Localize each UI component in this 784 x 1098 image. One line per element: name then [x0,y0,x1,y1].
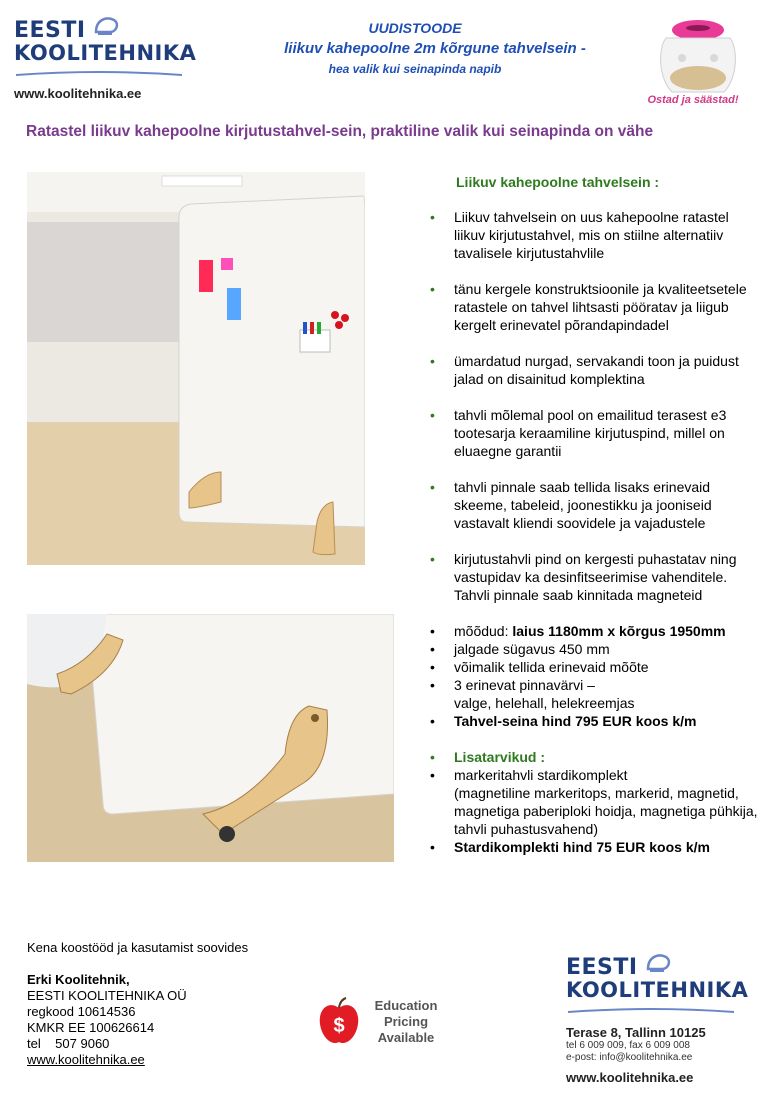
bullet-icon: • [430,551,435,567]
footer-kmkr: KMKR EE 100626614 [27,1020,155,1035]
bell-icon [92,14,122,40]
footer-logo-url: www.koolitehnika.ee [566,1070,694,1085]
list-item-depth: • jalgade sügavus 450 mm [430,641,610,657]
list-item-price: • Tahvel-seina hind 795 EUR koos k/m [430,713,697,729]
bullet-icon: • [430,839,435,855]
company-logo-footer [566,955,749,1085]
product-photo-whiteboard [27,172,365,565]
bullet-icon: • [430,659,435,675]
apple-dollar-icon [318,996,360,1048]
bullet-icon: • [430,281,435,297]
list-item: • kirjutustahvli pind on kergesti puhastatav ning vastupidav ka desinfitseerimise vahenditele. Tahvli pinnale saab kinnitada magneteid [430,551,737,603]
list-item-size: • mõõdud: laius 1180mm x kõrgus 1950mm [430,623,726,639]
header-new-product: UUDISTOODE [368,20,462,36]
bullet-icon: • [430,677,435,693]
bullet-icon: • [430,353,435,369]
footer-contact [27,940,327,1068]
bullet-icon: • [430,479,435,495]
footer-regkood: regkood 10614536 [27,1004,136,1019]
piggy-bank-image [648,8,746,104]
list-item-accessories: • Lisatarvikud : [430,749,546,765]
subheading: Ratastel liikuv kahepoolne kirjutustahvel-sein, praktiline valik kui seinapinda on vähe [26,123,654,140]
list-item: • tänu kergele konstruktsioonile ja kvaliteetsetele ratastele on tahvel lihtsasti pööratav ja liigub kergelt erinevatel põrandapindadel [430,281,747,333]
feature-list [430,208,760,856]
bullet-icon: • [430,641,435,657]
logo-text-eesti: EESTI [14,18,86,43]
bullet-icon: • [430,749,435,765]
footer-greeting: Kena koostööd ja kasutamist soovides [27,940,249,955]
bullet-icon: • [430,623,435,639]
education-pricing-badge: Education Pricing Available [374,998,438,1045]
piggy-caption: Ostad ja säästad! [647,94,739,106]
footer-phone: tel 6 009 009, fax 6 009 008 [566,1040,690,1051]
logo-text-koolitehnika: KOOLITEHNIKA [14,41,197,65]
logo-text-koolitehnika: KOOLITEHNIKA [566,978,749,1002]
header-tagline: hea valik kui seinapinda napib [328,62,502,76]
list-item-custom: • võimalik tellida erinevaid mõõte [430,659,649,675]
product-photo-leg-closeup [27,614,394,862]
company-logo [14,18,197,101]
bullet-icon: • [430,713,435,729]
bullet-icon: • [430,209,435,225]
footer-name: Erki Koolitehnik, [27,972,130,987]
list-item: • ümardatud nurgad, servakandi toon ja puidust jalad on disainitud komplektina [430,353,739,387]
logo-text-eesti: EESTI [566,955,638,980]
footer-address: Terase 8, Tallinn 10125 [566,1025,706,1040]
footer-company: EESTI KOOLITEHNIKA OÜ [27,988,187,1003]
logo-swoosh [566,1008,736,1014]
list-item: • Liikuv tahvelsein on uus kahepoolne ratastel liikuv kirjutustahvel, mis on stiilne alternatiiv tavalisele kirjutustahvlile [430,209,729,261]
bullet-icon: • [430,407,435,423]
header-title: liikuv kahepoolne 2m kõrgune tahvelsein - [284,40,586,57]
list-item-starter-price: • Stardikomplekti hind 75 EUR koos k/m [430,839,710,855]
list-item-starter: • markeritahvli stardikomplekt (magnetiline markeritops, markerid, magnetid, magnetiga paberiploki hoidja, magnetiga pühkija, tahvli puhastusvahend) [430,767,758,837]
logo-swoosh [14,71,184,77]
list-item: • tahvli pinnale saab tellida lisaks erinevaid skeeme, tabeleid, joonestikku ja jooniseid vastavalt kliendi soovidele ja vajadustele [430,479,712,531]
product-heading: Liikuv kahepoolne tahvelsein : [456,174,660,190]
list-item: • tahvli mõlemal pool on emailitud terasest e3 tootesarja keraamiline kirjutuspind, millel on eluaegne garantii [430,407,727,459]
svg-text:$: $ [333,1015,345,1037]
footer-tel: tel 507 9060 [27,1036,110,1051]
footer-website-link[interactable]: www.koolitehnika.ee [27,1052,145,1067]
footer-email: e-post: info@koolitehnika.ee [566,1052,693,1063]
bell-icon [644,951,674,977]
list-item-colors: • 3 erinevat pinnavärvi – valge, helehall, helekreemjas [430,677,635,711]
logo-url: www.koolitehnika.ee [14,86,142,101]
bullet-icon: • [430,767,435,783]
